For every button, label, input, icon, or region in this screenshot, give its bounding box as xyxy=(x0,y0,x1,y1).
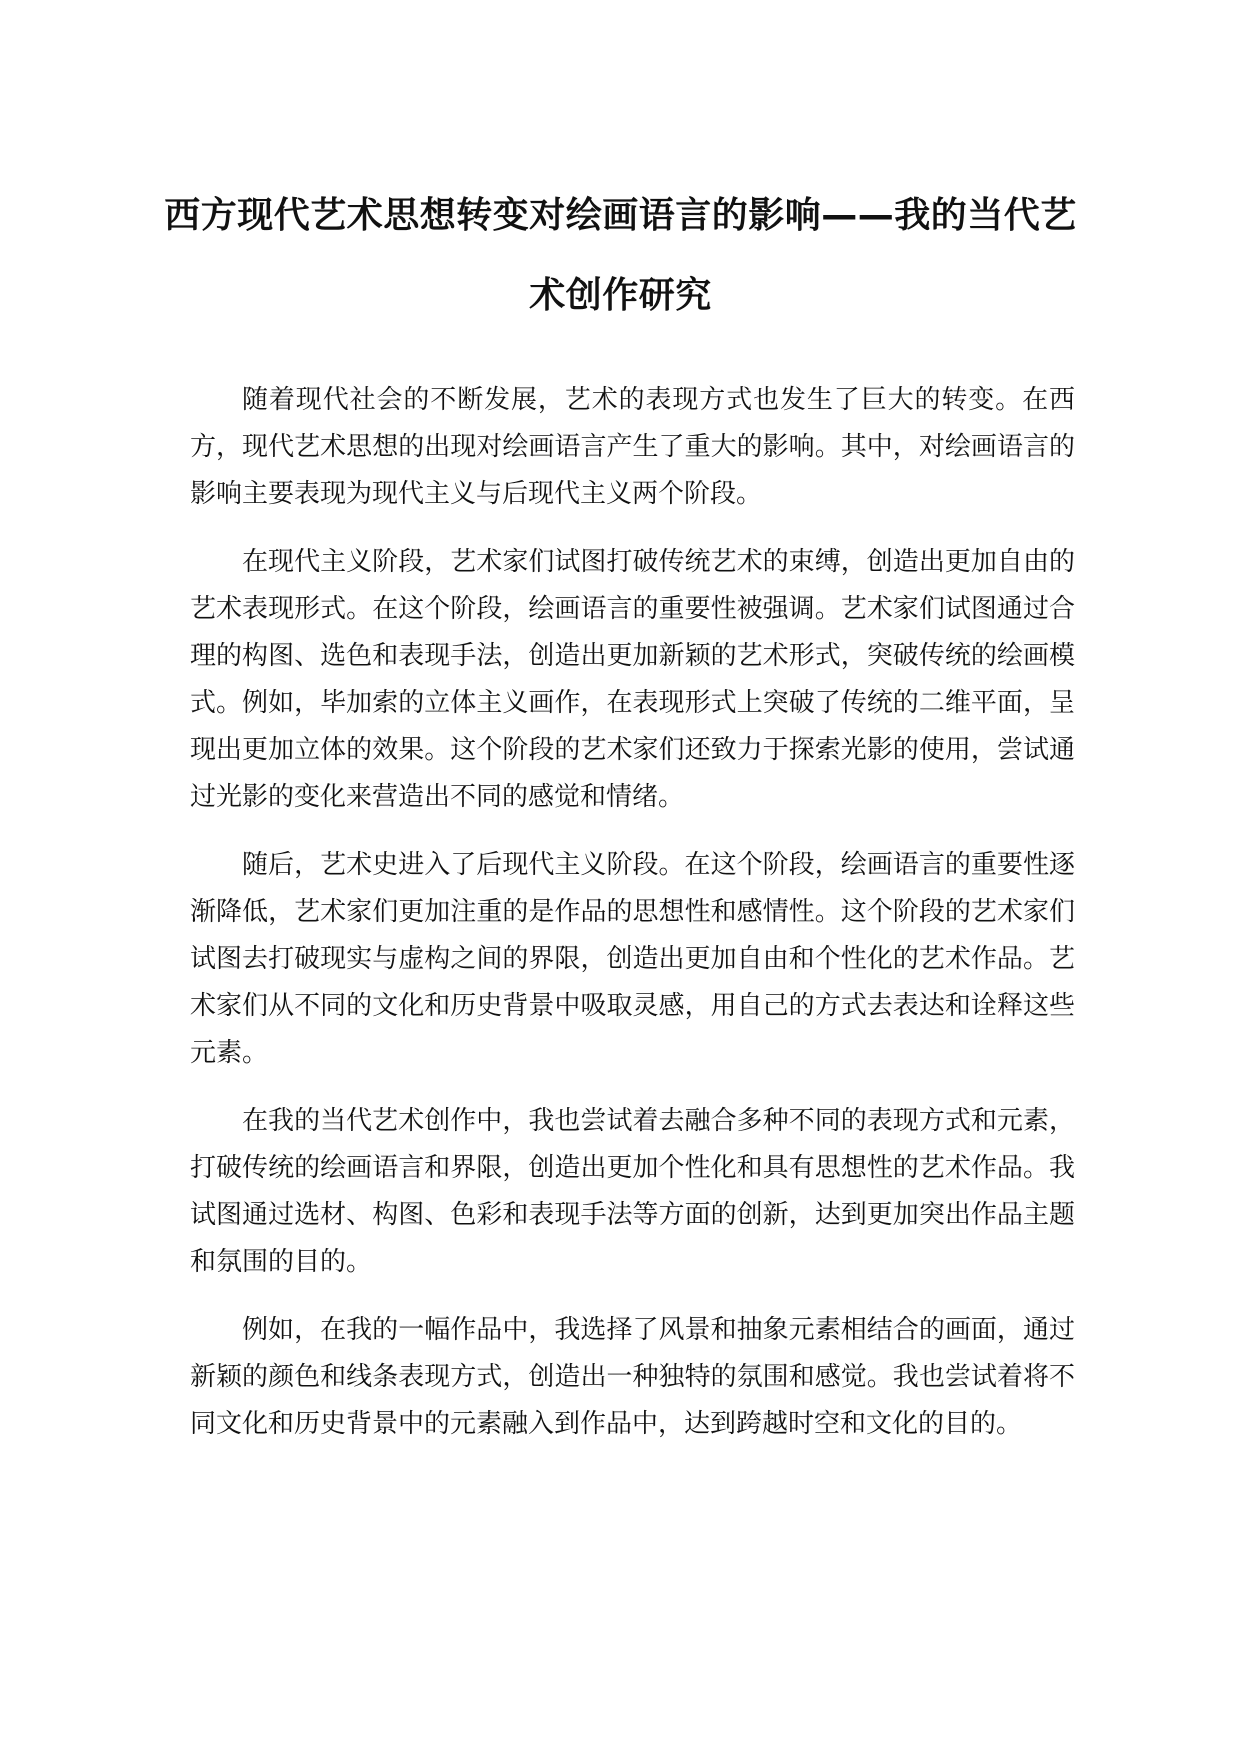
document-title: 西方现代艺术思想转变对绘画语言的影响——我的当代艺术创作研究 xyxy=(164,195,1077,316)
document-body xyxy=(190,377,1075,1469)
paragraph-4: 在我的当代艺术创作中，我也尝试着去融合多种不同的表现方式和元素，打破传统的绘画语言和界限，创造出更加个性化和具有思想性的艺术作品。我试图通过选材、构图、色彩和表现手法等方面的创新，达到更加突出作品主题和氛围的目的。 xyxy=(190,1106,1075,1277)
paragraph-5: 例如，在我的一幅作品中，我选择了风景和抽象元素相结合的画面，通过新颖的颜色和线条表现方式，创造出一种独特的氛围和感觉。我也尝试着将不同文化和历史背景中的元素融入到作品中，达到跨越时空和文化的目的。 xyxy=(190,1315,1075,1439)
paragraph-3: 随后，艺术史进入了后现代主义阶段。在这个阶段，绘画语言的重要性逐渐降低，艺术家们更加注重的是作品的思想性和感情性。这个阶段的艺术家们试图去打破现实与虚构之间的界限，创造出更加自由和个性化的艺术作品。艺术家们从不同的文化和历史背景中吸取灵感，用自己的方式去表达和诠释这些元素。 xyxy=(190,850,1075,1068)
paragraph-2: 在现代主义阶段，艺术家们试图打破传统艺术的束缚，创造出更加自由的艺术表现形式。在这个阶段，绘画语言的重要性被强调。艺术家们试图通过合理的构图、选色和表现手法，创造出更加新颖的艺术形式，突破传统的绘画模式。例如，毕加索的立体主义画作，在表现形式上突破了传统的二维平面，呈现出更加立体的效果。这个阶段的艺术家们还致力于探索光影的使用，尝试通过光影的变化来营造出不同的感觉和情绪。 xyxy=(190,547,1075,812)
paragraph-1: 随着现代社会的不断发展，艺术的表现方式也发生了巨大的转变。在西方，现代艺术思想的出现对绘画语言产生了重大的影响。其中，对绘画语言的影响主要表现为现代主义与后现代主义两个阶段。 xyxy=(190,385,1075,509)
